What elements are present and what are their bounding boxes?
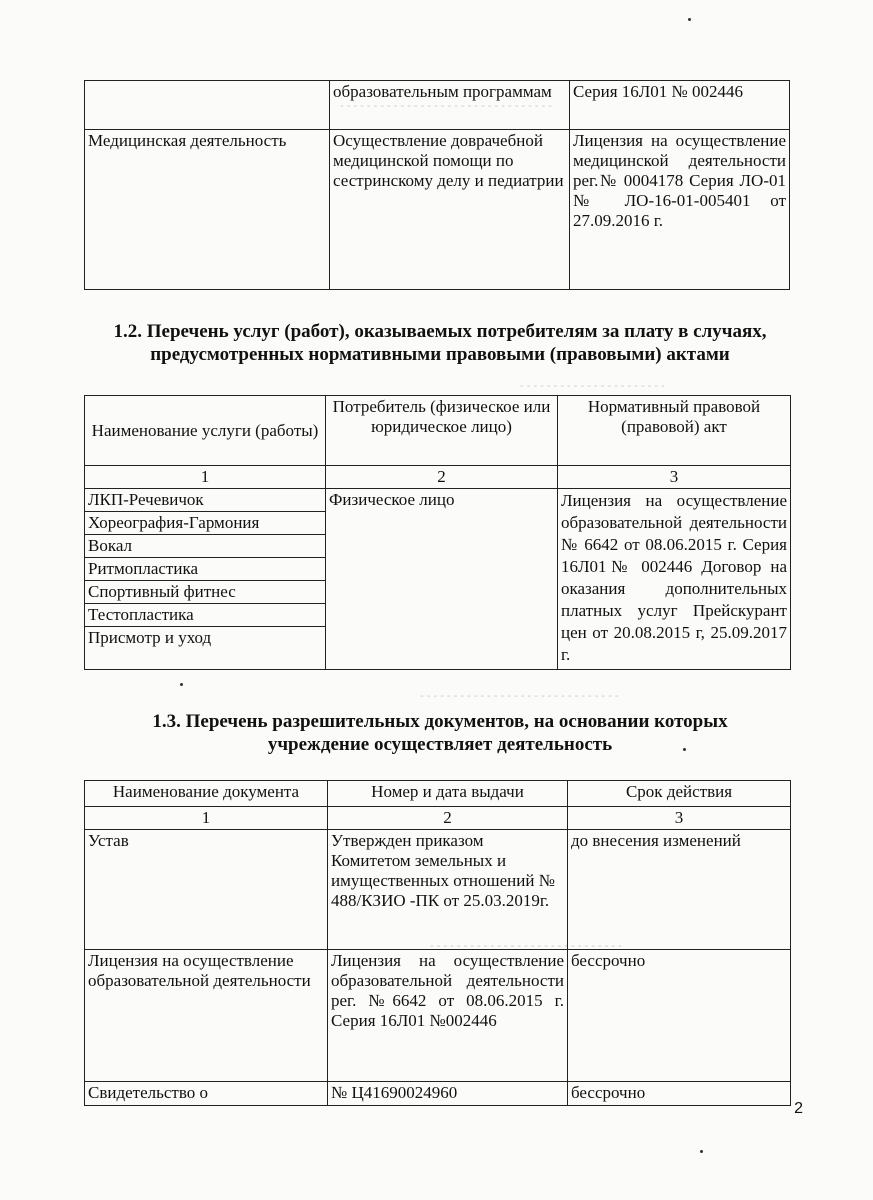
cell-name: Устав — [85, 830, 328, 950]
scan-speck — [683, 748, 686, 751]
scan-speck — [700, 1150, 703, 1153]
table-header-row — [85, 396, 791, 466]
table-row — [85, 830, 791, 950]
cell-activity — [85, 81, 330, 130]
table-row — [85, 81, 790, 130]
cell-issue: Лицензия на осуществление образовательной деятельности рег. №6642 от 08.06.2015 г. Серия 16Л01 №002446 — [328, 950, 568, 1082]
cell-issue: Утвержден приказом Комитетом земельных и имущественных отношений № 488/КЗИО -ПК от 25.03.2019г. — [328, 830, 568, 950]
cell-programs: образовательным программам — [330, 81, 570, 130]
header-cell: Потребитель (физическое или юридическое лицо) — [326, 396, 558, 466]
header-cell: Срок действия — [568, 781, 791, 807]
cell-name: Свидетельство о — [85, 1082, 328, 1106]
header-cell: Наименование услуги (работы) — [85, 396, 326, 466]
cell-license: Лицензия на осуществление медицинской деятельности рег.№ 0004178 Серия ЛО-01 № ЛО-16-01-005401 от 27.09.2016 г. — [570, 130, 790, 290]
list-item: Вокал — [85, 535, 325, 558]
number-cell: 3 — [568, 807, 791, 830]
services-list — [85, 489, 325, 669]
list-item: Присмотр и уход — [88, 628, 212, 647]
table-row — [85, 1082, 791, 1106]
section-1-2-heading — [60, 320, 820, 366]
scan-speck — [180, 683, 183, 686]
table-row — [85, 130, 790, 290]
cell-term: бессрочно — [568, 1082, 791, 1106]
page-number: 2 — [794, 1100, 803, 1117]
cell-license: Серия 16Л01 № 002446 — [570, 81, 790, 130]
table-row — [85, 489, 791, 670]
cell-programs: Осуществление доврачебной медицинской помощи по сестринскому делу и педиатрии — [330, 130, 570, 290]
heading-line: 1.3. Перечень разрешительных документов, на основании которых — [152, 711, 728, 732]
cell-issue: № Ц41690024960 — [328, 1082, 568, 1106]
number-cell: 2 — [326, 466, 558, 489]
header-cell: Наименование документа — [85, 781, 328, 807]
consumer-cell: Физическое лицо — [326, 489, 558, 670]
services-cell — [85, 489, 326, 670]
number-cell: 1 — [85, 466, 326, 489]
list-item: Хореография-Гармония — [85, 512, 325, 535]
cell-term: бессрочно — [568, 950, 791, 1082]
table-row — [85, 950, 791, 1082]
list-item: ЛКП-Речевичок — [85, 489, 325, 512]
table-header-row — [85, 781, 791, 807]
act-cell: Лицензия на осуществление образовательной деятельности № 6642 от 08.06.2015 г. Серия 16Л01№ 002446 Договор на оказания дополнительных платных услуг Прейскурант цен от 20.08.2015 г, 25.09.2017 г. — [558, 489, 791, 670]
table-licenses-continued — [84, 80, 790, 290]
cell-activity: Медицинская деятельность — [85, 130, 330, 290]
cell-name: Лицензия на осуществление образовательной деятельности — [85, 950, 328, 1082]
list-item: Ритмопластика — [85, 558, 325, 581]
table-paid-services — [84, 395, 791, 670]
number-cell: 1 — [85, 807, 328, 830]
header-cell: Номер и дата выдачи — [328, 781, 568, 807]
heading-line: учреждение осуществляет деятельность — [267, 734, 613, 755]
section-1-3-heading — [80, 710, 800, 756]
number-cell: 3 — [558, 466, 791, 489]
heading-line: предусмотренных нормативными правовыми (правовыми) актами — [150, 344, 730, 365]
table-number-row — [85, 466, 791, 489]
cell-term: до внесения изменений — [568, 830, 791, 950]
list-item: Тестопластика — [85, 604, 325, 627]
document-page: - - - - - - - - - - - - - - - - - - - - - - - - - - - - - - - - - - - - - - - - - - - - - - - - - - - - - - - - - - - - - - - - - - - - - - - - - - - - - - - - - - - - - - - - - - - - - - - - - - - - - - - - - - - - - - - - - образовательным программам Серия 16Л01 № 002446 Медицинская деятельность Осуществление доврачебной медицинской помощи по сестринскому делу и педиатрии Лицензия на осуществление медицинской деятельности рег.№ 0004178 Серия ЛО-01 № ЛО-16-01-005401 от 27.09.2016 г. 1.2. Перечень услуг (работ), оказываемых потребителям за плату в случаях, предусмотренных нормативными правовыми (правовыми) актами Наименование услуги (работы) Потребитель (физическое или юридическое лицо) Нормативный правовой (правовой) акт 1 2 3 ЛКП-Речевичок Хореография-Гармония Вокал Ритмопластика Спортивный фитнес Тестопластика Присмотр и уход Физическое лицо Лицензия на осуществление образовательной деятельности № 6642 от 08.06.2015 г. Серия 16Л01№ 002446 Договор на оказания дополнительных платных услуг Прейскурант цен от 20.08.2015 г, 25.09.2017 г. 1.3. Перечень разрешительных документов, на основании которых учреждение осуществляет деятельность Наименование документа Номер и дата выдачи Срок действия 1 2 3 Устав Утвержден приказом Комитетом земельных и имущественных отношений № 488/КЗИО -ПК от 25.03.2019г. до внесения изменений Лицензия на осуществление образовательной деятельности Лицензия на осуществление образовательной деятельности рег. №6642 от 08.06.2015 г. Серия 16Л01 №002446 бессрочно Свидетельство о № Ц41690024960 бессрочно 2 — [0, 0, 873, 1200]
heading-line: 1.2. Перечень услуг (работ), оказываемых потребителям за плату в случаях, — [113, 321, 767, 342]
table-number-row — [85, 807, 791, 830]
table-permits — [84, 780, 791, 1106]
scan-speck — [688, 18, 691, 21]
header-cell: Нормативный правовой (правовой) акт — [558, 396, 791, 466]
list-item: Спортивный фитнес — [85, 581, 325, 604]
number-cell: 2 — [328, 807, 568, 830]
